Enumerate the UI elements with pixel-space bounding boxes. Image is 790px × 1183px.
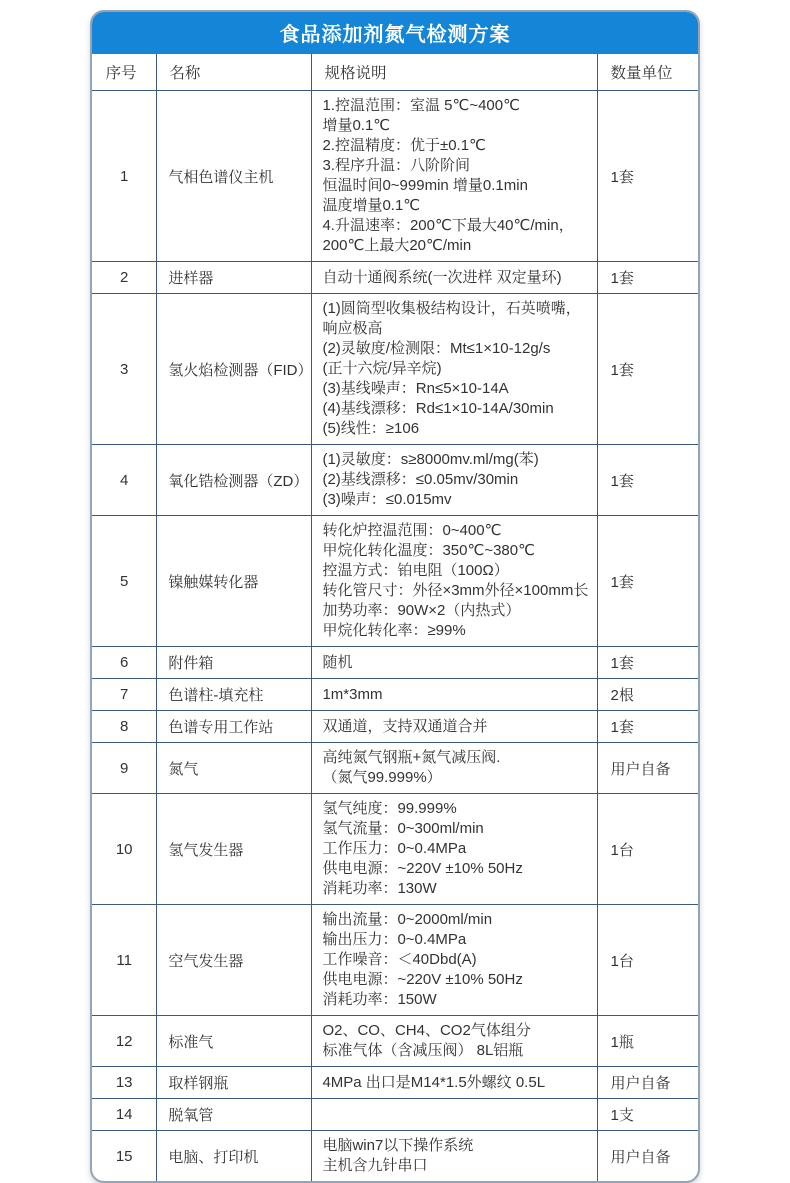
quantity-cell: 1套 xyxy=(598,294,698,445)
spec-line: 温度增量0.1℃ xyxy=(322,197,421,214)
quantity-cell: 1瓶 xyxy=(598,1016,698,1067)
item-name-cell: 氢火焰检测器（FID） xyxy=(157,294,312,445)
item-name-cell: 脱氧管 xyxy=(157,1099,312,1131)
table-row xyxy=(92,262,698,294)
spec-cell xyxy=(312,294,598,445)
table-row xyxy=(92,294,698,445)
quantity-cell: 1套 xyxy=(598,445,698,516)
spec-line: 电脑win7以下操作系统 xyxy=(322,1137,474,1154)
spec-line: 转化管尺寸：外径×3mm外径×100mm长 xyxy=(322,582,589,599)
col-header-qty: 数量单位 xyxy=(598,54,698,91)
row-number-cell: 4 xyxy=(92,445,157,516)
quantity-cell: 1台 xyxy=(598,905,698,1016)
quantity-cell: 用户自备 xyxy=(598,1067,698,1099)
row-number-cell: 13 xyxy=(92,1067,157,1099)
spec-line: O2、CO、CH4、CO2气体组分 xyxy=(322,1022,531,1039)
header-row xyxy=(92,54,698,91)
table-row xyxy=(92,1016,698,1067)
spec-line: (5)线性：≥106 xyxy=(322,420,420,437)
table-row xyxy=(92,1131,698,1182)
item-name-cell: 取样钢瓶 xyxy=(157,1067,312,1099)
spec-cell xyxy=(312,905,598,1016)
row-number-cell: 14 xyxy=(92,1099,157,1131)
spec-cell xyxy=(312,679,598,711)
spec-line: 随机 xyxy=(322,653,353,671)
spec-line: 响应极高 xyxy=(322,320,383,337)
spec-line: （氮气99.999%） xyxy=(322,769,442,786)
table-row xyxy=(92,905,698,1016)
row-number-cell: 6 xyxy=(92,647,157,679)
spec-line: 消耗功率：150W xyxy=(322,991,437,1008)
item-name-cell: 氢气发生器 xyxy=(157,794,312,905)
table-row xyxy=(92,743,698,794)
spec-line: 供电电源：~220V ±10% 50Hz xyxy=(322,860,523,877)
item-name-cell: 气相色谱仪主机 xyxy=(157,91,312,262)
table-row xyxy=(92,1099,698,1131)
table-row xyxy=(92,445,698,516)
spec-line: 输出压力：0~0.4MPa xyxy=(322,931,467,948)
spec-line: 2.控温精度：优于±0.1℃ xyxy=(322,137,486,154)
spec-cell xyxy=(312,711,598,743)
row-number-cell: 3 xyxy=(92,294,157,445)
spec-line: (3)噪声：≤0.015mv xyxy=(322,491,452,508)
spec-cell xyxy=(312,647,598,679)
spec-cell xyxy=(312,1131,598,1182)
table-row xyxy=(92,711,698,743)
spec-cell xyxy=(312,445,598,516)
item-name-cell: 进样器 xyxy=(157,262,312,294)
table-row xyxy=(92,1067,698,1099)
row-number-cell: 7 xyxy=(92,679,157,711)
spec-line: 工作噪音：＜40Dbd(A) xyxy=(322,951,477,968)
spec-cell xyxy=(312,1016,598,1067)
quantity-cell: 2根 xyxy=(598,679,698,711)
item-name-cell: 氧化锆检测器（ZD） xyxy=(157,445,312,516)
quantity-cell: 1支 xyxy=(598,1099,698,1131)
spec-cell xyxy=(312,516,598,647)
spec-line: 输出流量：0~2000ml/min xyxy=(322,911,493,928)
spec-cell xyxy=(312,743,598,794)
item-name-cell: 色谱柱-填充柱 xyxy=(157,679,312,711)
col-header-spec: 规格说明 xyxy=(312,54,598,91)
spec-cell xyxy=(312,91,598,262)
row-number-cell: 9 xyxy=(92,743,157,794)
row-number-cell: 8 xyxy=(92,711,157,743)
spec-line: 1m*3mm xyxy=(322,685,383,703)
table-row xyxy=(92,516,698,647)
spec-line: 加势功率：90W×2（内热式） xyxy=(322,602,521,619)
spec-line: 3.程序升温：八阶阶间 xyxy=(322,157,470,174)
spec-cell xyxy=(312,794,598,905)
spec-line: 增量0.1℃ xyxy=(322,117,391,134)
spec-line: 4.升温速率：200℃下最大40℃/min， xyxy=(322,217,574,234)
spec-table-card xyxy=(90,10,700,1183)
spec-line: 自动十通阀系统(一次进样 双定量环) xyxy=(322,268,562,286)
item-name-cell: 附件箱 xyxy=(157,647,312,679)
quantity-cell: 1套 xyxy=(598,262,698,294)
spec-line: 供电电源：~220V ±10% 50Hz xyxy=(322,971,523,988)
spec-line: 200℃上最大20℃/min xyxy=(322,237,472,254)
item-name-cell: 色谱专用工作站 xyxy=(157,711,312,743)
item-name-cell: 空气发生器 xyxy=(157,905,312,1016)
spec-line: 恒温时间0~999min 增量0.1min xyxy=(322,177,528,194)
spec-line: 4MPa 出口是M14*1.5外螺纹 0.5L xyxy=(322,1073,546,1091)
quantity-cell: 1套 xyxy=(598,91,698,262)
spec-line: 转化炉控温范围：0~400℃ xyxy=(322,522,502,539)
spec-line: 标准气体（含减压阀） 8L铝瓶 xyxy=(322,1042,524,1059)
item-name-cell: 氮气 xyxy=(157,743,312,794)
col-header-name: 名称 xyxy=(157,54,312,91)
row-number-cell: 12 xyxy=(92,1016,157,1067)
quantity-cell: 1台 xyxy=(598,794,698,905)
table-row xyxy=(92,679,698,711)
spec-line: 1.控温范围：室温 5℃~400℃ xyxy=(322,97,520,114)
row-number-cell: 5 xyxy=(92,516,157,647)
row-number-cell: 2 xyxy=(92,262,157,294)
spec-line: (2)基线漂移：≤0.05mv/30min xyxy=(322,471,519,488)
table-row xyxy=(92,91,698,262)
spec-line: 主机含九针串口 xyxy=(322,1157,428,1174)
item-name-cell: 镍触媒转化器 xyxy=(157,516,312,647)
row-number-cell: 1 xyxy=(92,91,157,262)
table-title-bar xyxy=(92,12,698,54)
spec-line: (1)圆筒型收集极结构设计，石英喷嘴， xyxy=(322,300,581,317)
quantity-cell: 1套 xyxy=(598,647,698,679)
quantity-cell: 1套 xyxy=(598,711,698,743)
spec-line: 甲烷化转化温度：350℃~380℃ xyxy=(322,542,535,559)
spec-line: (2)灵敏度/检测限：Mt≤1×10-12g/s xyxy=(322,340,551,357)
spec-line: 控温方式：铂电阻（100Ω） xyxy=(322,562,509,579)
spec-cell xyxy=(312,1067,598,1099)
spec-line: 工作压力：0~0.4MPa xyxy=(322,840,467,857)
col-header-index: 序号 xyxy=(92,54,157,91)
page-title: 食品添加剂氮气检测方案 xyxy=(279,24,511,46)
item-name-cell: 电脑、打印机 xyxy=(157,1131,312,1182)
row-number-cell: 11 xyxy=(92,905,157,1016)
spec-line: 消耗功率：130W xyxy=(322,880,437,897)
row-number-cell: 15 xyxy=(92,1131,157,1182)
row-number-cell: 10 xyxy=(92,794,157,905)
table-row xyxy=(92,647,698,679)
spec-line: 双通道，支持双通道合并 xyxy=(322,717,488,735)
spec-line: (3)基线噪声：Rn≤5×10-14A xyxy=(322,380,509,397)
quantity-cell: 用户自备 xyxy=(598,743,698,794)
spec-line: (正十六烷/异辛烷) xyxy=(322,360,442,377)
quantity-cell: 用户自备 xyxy=(598,1131,698,1182)
item-name-cell: 标准气 xyxy=(157,1016,312,1067)
spec-table xyxy=(92,54,698,1181)
spec-line: (4)基线漂移：Rd≤1×10-14A/30min xyxy=(322,400,554,417)
spec-line: (1)灵敏度：s≥8000mv.ml/mg(苯) xyxy=(322,451,539,468)
spec-cell xyxy=(312,1099,598,1131)
spec-line: 甲烷化转化率：≥99% xyxy=(322,622,466,639)
spec-line: 氢气纯度：99.999% xyxy=(322,800,457,817)
spec-line: 氢气流量：0~300ml/min xyxy=(322,820,484,837)
table-row xyxy=(92,794,698,905)
spec-line: 高纯氮气钢瓶+氮气减压阀. xyxy=(322,749,501,766)
quantity-cell: 1套 xyxy=(598,516,698,647)
spec-cell xyxy=(312,262,598,294)
